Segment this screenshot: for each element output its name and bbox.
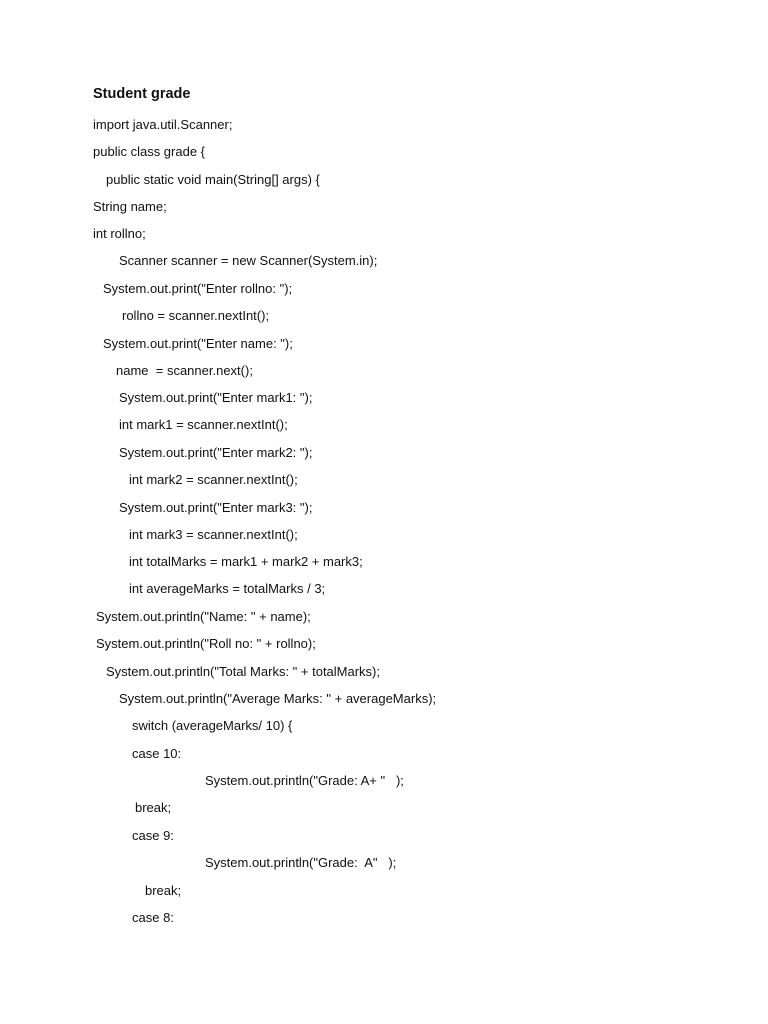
code-line: int rollno; bbox=[93, 226, 146, 241]
code-line: import java.util.Scanner; bbox=[93, 117, 233, 132]
code-line: int mark2 = scanner.nextInt(); bbox=[129, 472, 298, 487]
code-line: public class grade { bbox=[93, 144, 206, 159]
code-line: System.out.print("Enter name: "); bbox=[103, 336, 293, 351]
code-line: System.out.print("Enter rollno: "); bbox=[103, 281, 293, 296]
code-line: System.out.println("Grade: A" ); bbox=[205, 855, 397, 870]
code-line: System.out.println("Name: " + name); bbox=[96, 609, 311, 624]
code-line: case 9: bbox=[132, 828, 174, 843]
code-line: int mark3 = scanner.nextInt(); bbox=[129, 527, 298, 542]
code-line: System.out.print("Enter mark2: "); bbox=[119, 445, 313, 460]
code-line: case 8: bbox=[132, 910, 174, 925]
code-line: System.out.println("Total Marks: " + totalMarks); bbox=[106, 664, 381, 679]
code-line: switch (averageMarks/ 10) { bbox=[132, 718, 293, 733]
code-line: System.out.print("Enter mark3: "); bbox=[119, 500, 313, 515]
document-title: Student grade bbox=[93, 86, 191, 102]
code-line: int totalMarks = mark1 + mark2 + mark3; bbox=[129, 554, 363, 569]
code-line: System.out.println("Grade: A+ " ); bbox=[205, 773, 404, 788]
code-line: System.out.println("Roll no: " + rollno); bbox=[96, 636, 316, 651]
code-line: break; bbox=[135, 800, 172, 815]
code-line: String name; bbox=[93, 199, 167, 214]
code-line: rollno = scanner.nextInt(); bbox=[122, 308, 270, 323]
code-line: name = scanner.next(); bbox=[116, 363, 253, 378]
code-line: System.out.print("Enter mark1: "); bbox=[119, 390, 313, 405]
code-line: public static void main(String[] args) { bbox=[106, 172, 320, 187]
code-line: case 10: bbox=[132, 746, 182, 761]
code-line: System.out.println("Average Marks: " + averageMarks); bbox=[119, 691, 437, 706]
code-line: Scanner scanner = new Scanner(System.in); bbox=[119, 253, 378, 268]
code-line: int mark1 = scanner.nextInt(); bbox=[119, 417, 288, 432]
code-line: int averageMarks = totalMarks / 3; bbox=[129, 581, 326, 596]
code-line: break; bbox=[145, 883, 182, 898]
